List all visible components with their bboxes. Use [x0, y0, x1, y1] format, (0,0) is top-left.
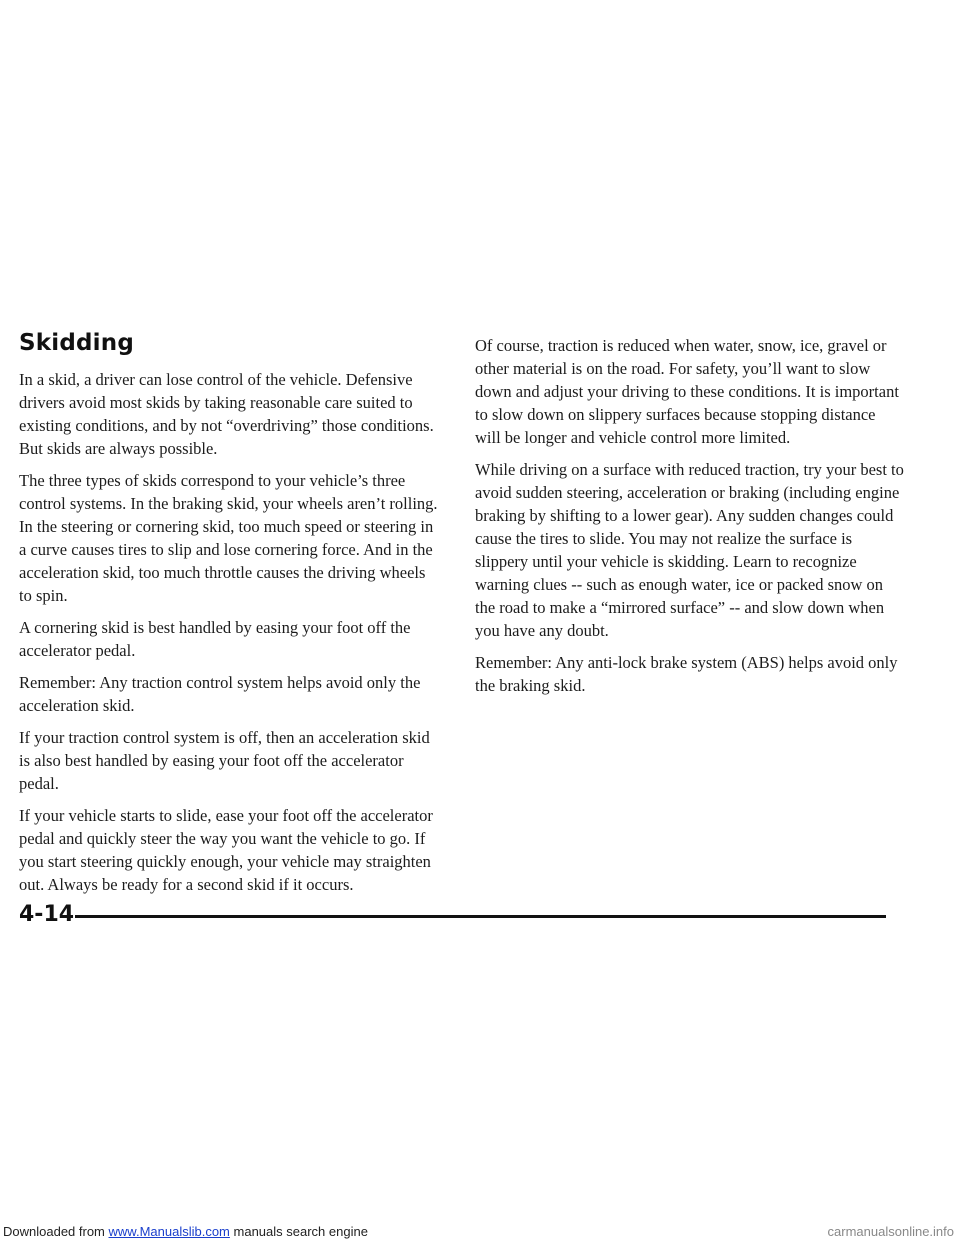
manualslib-link[interactable]: www.Manualslib.com — [108, 1224, 230, 1239]
download-prefix: Downloaded from — [3, 1224, 105, 1239]
paragraph: If your traction control system is off, then an acceleration skid is also best handled by easing your foot off the accelerator pedal. — [19, 728, 430, 793]
section-heading: Skidding — [19, 330, 134, 356]
left-column — [19, 368, 439, 905]
paragraph: A cornering skid is best handled by easing your foot off the accelerator pedal. — [19, 618, 411, 660]
watermark-text: carmanualsonline.info — [827, 1224, 954, 1239]
paragraph: The three types of skids correspond to your vehicle’s three control systems. In the braking skid, your wheels aren’t rolling. In the steering or cornering skid, too much speed or steering in a curve causes tires to slip and lose cornering force. And in the acceleration skid, too much throttle causes the driving wheels to spin. — [19, 471, 438, 605]
paragraph: Of course, traction is reduced when water, snow, ice, gravel or other material is on the road. For safety, you’ll want to slow down and adjust your driving to these conditions. It is important to slow down on slippery surfaces because stopping distance will be longer and vehicle control more limited. — [475, 336, 899, 447]
footer-rule — [75, 915, 886, 918]
right-column — [475, 334, 905, 706]
download-footer — [0, 1222, 960, 1242]
download-notice — [3, 1222, 368, 1242]
paragraph: In a skid, a driver can lose control of the vehicle. Defensive drivers avoid most skids by taking reasonable care suited to existing conditions, and by not “overdriving” those conditions. But skids are always possible. — [19, 370, 434, 458]
paragraph: Remember: Any anti-lock brake system (ABS) helps avoid only the braking skid. — [475, 653, 898, 695]
page-number: 4-14 — [19, 902, 75, 927]
paragraph: While driving on a surface with reduced traction, try your best to avoid sudden steering, acceleration or braking (including engine braking by shifting to a lower gear). Any sudden changes could cause the tires to slide. You may not realize the surface is slippery until your vehicle is skidding. Learn to recognize warning clues -- such as enough water, ice or packed snow on the road to make a “mirrored surface” -- and slow down when you have any doubt. — [475, 460, 904, 640]
download-suffix: manuals search engine — [233, 1224, 368, 1239]
paragraph: If your vehicle starts to slide, ease your foot off the accelerator pedal and quickly steer the way you want the vehicle to go. If you start steering quickly enough, your vehicle may straighten out. Always be ready for a second skid if it occurs. — [19, 806, 433, 894]
paragraph: Remember: Any traction control system helps avoid only the acceleration skid. — [19, 673, 421, 715]
